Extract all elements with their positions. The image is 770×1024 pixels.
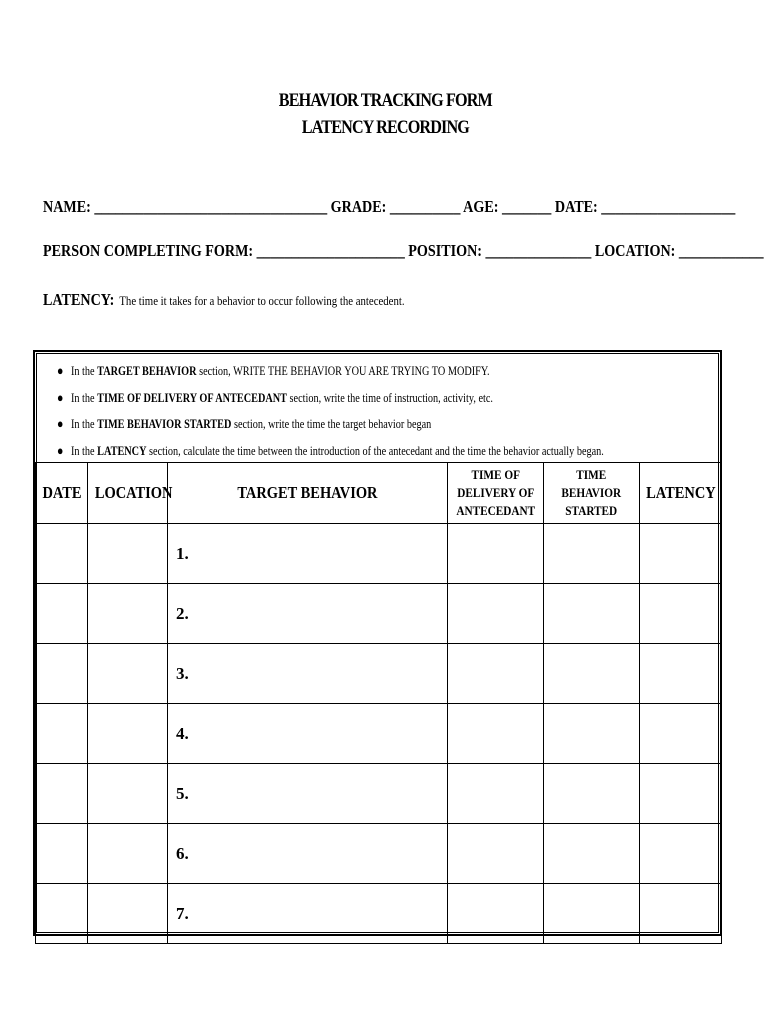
date-cell[interactable] xyxy=(36,524,88,584)
target-behavior-cell[interactable]: 5. xyxy=(168,764,448,824)
location-cell[interactable] xyxy=(88,824,168,884)
name-grade-age-date-line[interactable]: NAME: _________________________________ GRADE: __________ AGE: _______ DATE: ___________________ xyxy=(43,197,736,216)
target-behavior-cell[interactable]: 7. xyxy=(168,884,448,944)
latency-label: LATENCY: xyxy=(43,290,115,309)
location-cell[interactable] xyxy=(88,524,168,584)
header-location: LOCATION xyxy=(88,463,168,524)
location-cell[interactable] xyxy=(88,704,168,764)
table-row xyxy=(36,884,722,944)
bullet-icon: ● xyxy=(57,443,64,458)
started-time-cell[interactable] xyxy=(544,704,640,764)
bullet-icon: ● xyxy=(57,416,64,431)
location-cell[interactable] xyxy=(88,884,168,944)
started-time-cell[interactable] xyxy=(544,584,640,644)
target-behavior-cell[interactable]: 6. xyxy=(168,824,448,884)
delivery-time-cell[interactable] xyxy=(448,644,544,704)
location-cell[interactable] xyxy=(88,764,168,824)
date-cell[interactable] xyxy=(36,644,88,704)
delivery-time-cell[interactable] xyxy=(448,524,544,584)
table-row xyxy=(36,824,722,884)
table-row xyxy=(36,704,722,764)
header-time-behavior-started: TIME BEHAVIOR STARTED xyxy=(544,463,640,524)
started-time-cell[interactable] xyxy=(544,524,640,584)
started-time-cell[interactable] xyxy=(544,764,640,824)
delivery-time-cell[interactable] xyxy=(448,764,544,824)
instruction-target-behavior: ● In the TARGET BEHAVIOR section, WRITE THE BEHAVIOR YOU ARE TRYING TO MODIFY. xyxy=(57,363,490,378)
latency-cell[interactable] xyxy=(640,884,722,944)
delivery-time-cell[interactable] xyxy=(448,824,544,884)
date-cell[interactable] xyxy=(36,824,88,884)
header-latency: LATENCY xyxy=(640,463,722,524)
target-behavior-cell[interactable]: 4. xyxy=(168,704,448,764)
started-time-cell[interactable] xyxy=(544,644,640,704)
table-row xyxy=(36,644,722,704)
latency-definition: The time it takes for a behavior to occur following the antecedent. xyxy=(119,293,405,308)
latency-definition-line xyxy=(43,290,405,310)
instruction-time-of-delivery: ● In the TIME OF DELIVERY OF ANTECEDANT section, write the time of instruction, activity, etc. xyxy=(57,390,493,405)
header-target-behavior: TARGET BEHAVIOR xyxy=(168,463,448,524)
header-time-of-delivery: TIME OF DELIVERY OF ANTECEDANT xyxy=(448,463,544,524)
bullet-icon: ● xyxy=(57,363,64,378)
date-cell[interactable] xyxy=(36,764,88,824)
instruction-latency: ● In the LATENCY section, calculate the time between the introduction of the antecedant and the time the behavior actually began. xyxy=(57,443,604,458)
bullet-icon: ● xyxy=(57,390,64,405)
latency-cell[interactable] xyxy=(640,644,722,704)
target-behavior-cell[interactable]: 3. xyxy=(168,644,448,704)
latency-cell[interactable] xyxy=(640,824,722,884)
table-header-row xyxy=(36,463,722,524)
date-cell[interactable] xyxy=(36,884,88,944)
started-time-cell[interactable] xyxy=(544,884,640,944)
table-row xyxy=(36,524,722,584)
instruction-time-behavior-started: ● In the TIME BEHAVIOR STARTED section, write the time the target behavior began xyxy=(57,416,432,431)
header-date: DATE xyxy=(36,463,88,524)
location-cell[interactable] xyxy=(88,584,168,644)
table-row xyxy=(36,764,722,824)
delivery-time-cell[interactable] xyxy=(448,884,544,944)
target-behavior-cell[interactable]: 1. xyxy=(168,524,448,584)
target-behavior-cell[interactable]: 2. xyxy=(168,584,448,644)
latency-cell[interactable] xyxy=(640,524,722,584)
form-title: BEHAVIOR TRACKING FORM xyxy=(278,90,492,111)
table-row xyxy=(36,584,722,644)
date-cell[interactable] xyxy=(36,584,88,644)
latency-cell[interactable] xyxy=(640,584,722,644)
delivery-time-cell[interactable] xyxy=(448,704,544,764)
date-cell[interactable] xyxy=(36,704,88,764)
location-cell[interactable] xyxy=(88,644,168,704)
started-time-cell[interactable] xyxy=(544,824,640,884)
latency-cell[interactable] xyxy=(640,704,722,764)
latency-cell[interactable] xyxy=(640,764,722,824)
latency-recording-table xyxy=(35,462,722,944)
delivery-time-cell[interactable] xyxy=(448,584,544,644)
person-position-location-line[interactable]: PERSON COMPLETING FORM: _____________________ POSITION: _______________ LOCATION: ____________ xyxy=(43,241,764,260)
form-subtitle: LATENCY RECORDING xyxy=(301,117,469,138)
